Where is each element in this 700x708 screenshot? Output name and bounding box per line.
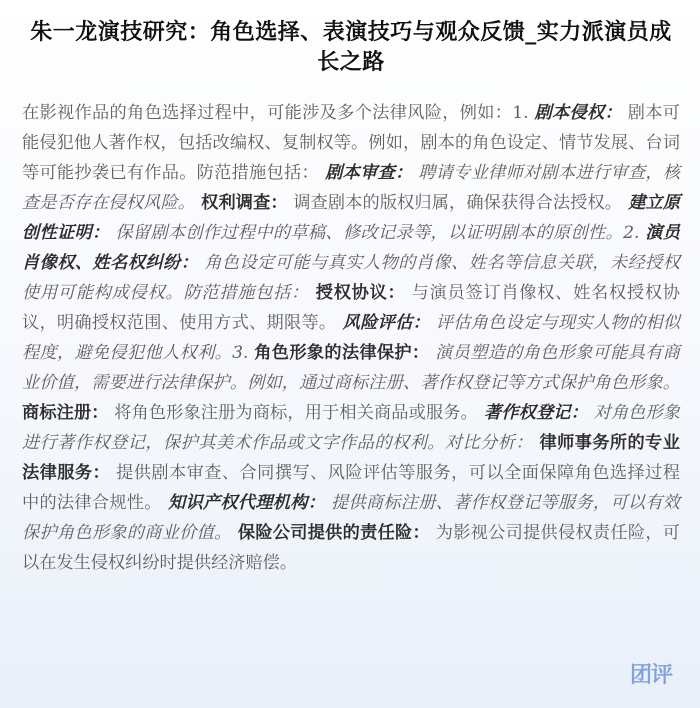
section-heading: 律师事务所的专业法律服务： <box>22 433 680 483</box>
section-heading: 保险公司提供的责任险： <box>231 523 430 543</box>
body-segment: 调查剧本的版权归属，确保获得合法授权。 <box>287 193 623 213</box>
watermark-logo <box>630 658 680 686</box>
document-title: 朱一龙演技研究：角色选择、表演技巧与观众反馈_实力派演员成长之路 <box>30 20 672 75</box>
body-segment: 保留剧本创作过程中的草稿、修改记录等，以证明剧本的原创性。 <box>109 223 624 243</box>
body-segment: 评估角色设定与现实人物的相似程度，避免侵犯他人权利。 <box>22 313 681 363</box>
section-heading: 剧本审查： <box>318 163 413 183</box>
body-segment: 剧本可能侵犯他人著作权，包括改编权、复制权等。例如，剧本的角色设定、情节发展、台词等可能抄袭已有作品。防范措施包括： <box>22 103 680 183</box>
section-heading: 角色形象的法律保护： <box>254 343 430 363</box>
section-heading: 风险评估： <box>336 313 431 333</box>
body-segment: 演员塑造的角色形象可能具有商业价值，需要进行法律保护。例如，通过商标注册、著作权登记等方式保护角色形象。 <box>22 343 680 393</box>
body-segment: 与演员签订肖像权、姓名权授权协议，明确授权范围、使用方式、期限等。 <box>22 283 680 333</box>
body-segment: 对角色形象进行著作权登记，保护其美术作品或文字作品的权利。对比分析： <box>22 403 680 453</box>
body-segment: 提供剧本审查、合同撰写、风险评估等服务，可以全面保障角色选择过程中的法律合规性。 <box>22 463 680 513</box>
section-heading: 商标注册： <box>22 403 109 423</box>
body-segment: 聘请专业律师对剧本进行审查，核查是否存在侵权风险。 <box>22 163 681 213</box>
body-segment: 为影视公司提供侵权责任险，可以在发生侵权纠纷时提供经济赔偿。 <box>22 523 680 573</box>
body-segment: 在影视作品的角色选择过程中，可能涉及多个法律风险，例如：1. <box>22 103 535 123</box>
body-segment: 2. <box>623 223 646 243</box>
section-heading: 著作权登记： <box>477 403 588 423</box>
body-segment: 角色设定可能与真实人物的肖像、姓名等信息关联，未经授权使用可能构成侵权。防范措施包括： <box>22 253 680 303</box>
document-body <box>22 98 680 578</box>
body-segment: 提供商标注册、著作权登记等服务，可以有效保护角色形象的商业价值。 <box>22 493 680 543</box>
section-heading: 剧本侵权： <box>534 103 622 123</box>
body-segment: 3. <box>232 343 255 363</box>
body-segment: 将角色形象注册为商标，用于相关商品或服务。 <box>108 403 478 423</box>
section-heading: 建立原创性证明： <box>22 193 681 243</box>
section-heading: 授权协议： <box>309 283 406 303</box>
section-heading: 演员肖像权、姓名权纠纷： <box>22 223 680 273</box>
watermark-text: 团评 <box>630 663 673 688</box>
section-heading: 权利调查： <box>195 193 288 213</box>
section-heading: 知识产权代理机构： <box>161 493 326 513</box>
